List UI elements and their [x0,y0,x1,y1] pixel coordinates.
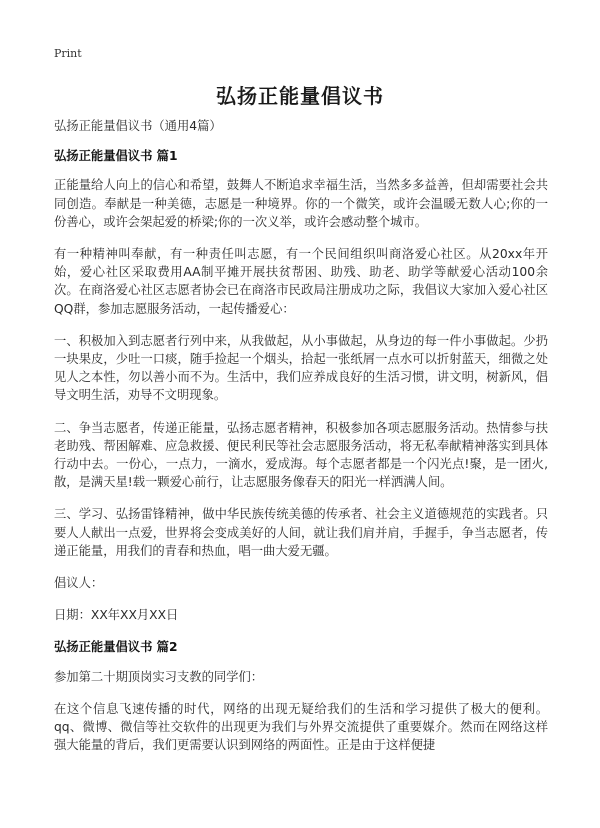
paragraph: 一、积极加入到志愿者行列中来，从我做起，从小事做起，从身边的每一件小事做起。少扔一块果皮，少吐一口痰，随手捡起一个烟头，拾起一张纸屑一点水可以折射蓝天，细微之处见人之本性，勿以善小而不为。生活中，我们应养成良好的生活习惯，讲文明，树新风，倡导文明生活，劝导不文明现象。 [54,333,548,403]
print-link[interactable]: Print [54,47,82,60]
section-heading-2: 弘扬正能量倡议书 篇2 [54,640,178,655]
paragraph: 三、学习、弘扬雷锋精神，做中华民族传统美德的传承者、社会主义道德规范的实践者。只要人人献出一点爱，世界将会变成美好的人间，就让我们肩并肩，手握手，争当志愿者，传递正能量，用我们的青春和热血，唱一曲大爱无疆。 [54,507,548,558]
paragraph: 参加第二十期顶岗实习支教的同学们： [54,669,264,684]
paragraph: 在这个信息飞速传播的时代，网络的出现无疑给我们的生活和学习提供了极大的便利。qq、微博、微信等社交软件的出现更为我们与外界交流提供了重要媒介。然而在网络这样强大能量的背后，我们更需要认识到网络的两面性。正是由于这样便捷 [54,701,548,753]
page-title: 弘扬正能量倡议书 [216,84,384,108]
document-body [54,117,548,768]
date-line: 日期：XX年XX月XX日 [54,608,179,623]
document-subtitle: 弘扬正能量倡议书（通用4篇） [54,119,222,133]
paragraph: 正能量给人向上的信心和希望，鼓舞人不断追求幸福生活，当然多多益善，但却需要社会共同创造。奉献是一种美德，志愿是一种境界。你的一个微笑，或许会温暖无数人心;你的一份善心，或许会架起爱的桥梁;你的一次义举，或许会感动整个城市。 [54,178,548,229]
paragraph: 二、争当志愿者，传递正能量，弘扬志愿者精神，积极参加各项志愿服务活动。热情参与扶老助残、帮困解难、应急救援、便民利民等社会志愿服务活动，将无私奉献精神落实到具体行动中去。一份心，一点力，一滴水，爱成海。每个志愿者都是一个闪光点!聚，是一团火,散，是满天星!载一颗爱心前行，让志愿服务像春天的阳光一样洒满人间。 [54,420,548,490]
signer-label: 倡议人： [54,576,104,591]
section-heading-1: 弘扬正能量倡议书 篇1 [54,149,178,164]
paragraph: 有一种精神叫奉献，有一种责任叫志愿，有一个民间组织叫商洛爱心社区。从20xx年开始，爱心社区采取费用AA制平摊开展扶贫帮困、助残、助老、助学等献爱心活动100余次。在商洛爱心社区志愿者协会已在商洛市民政局注册成功之际，我倡议大家加入爱心社区QQ群，参加志愿服务活动，一起传播爱心： [54,247,548,316]
